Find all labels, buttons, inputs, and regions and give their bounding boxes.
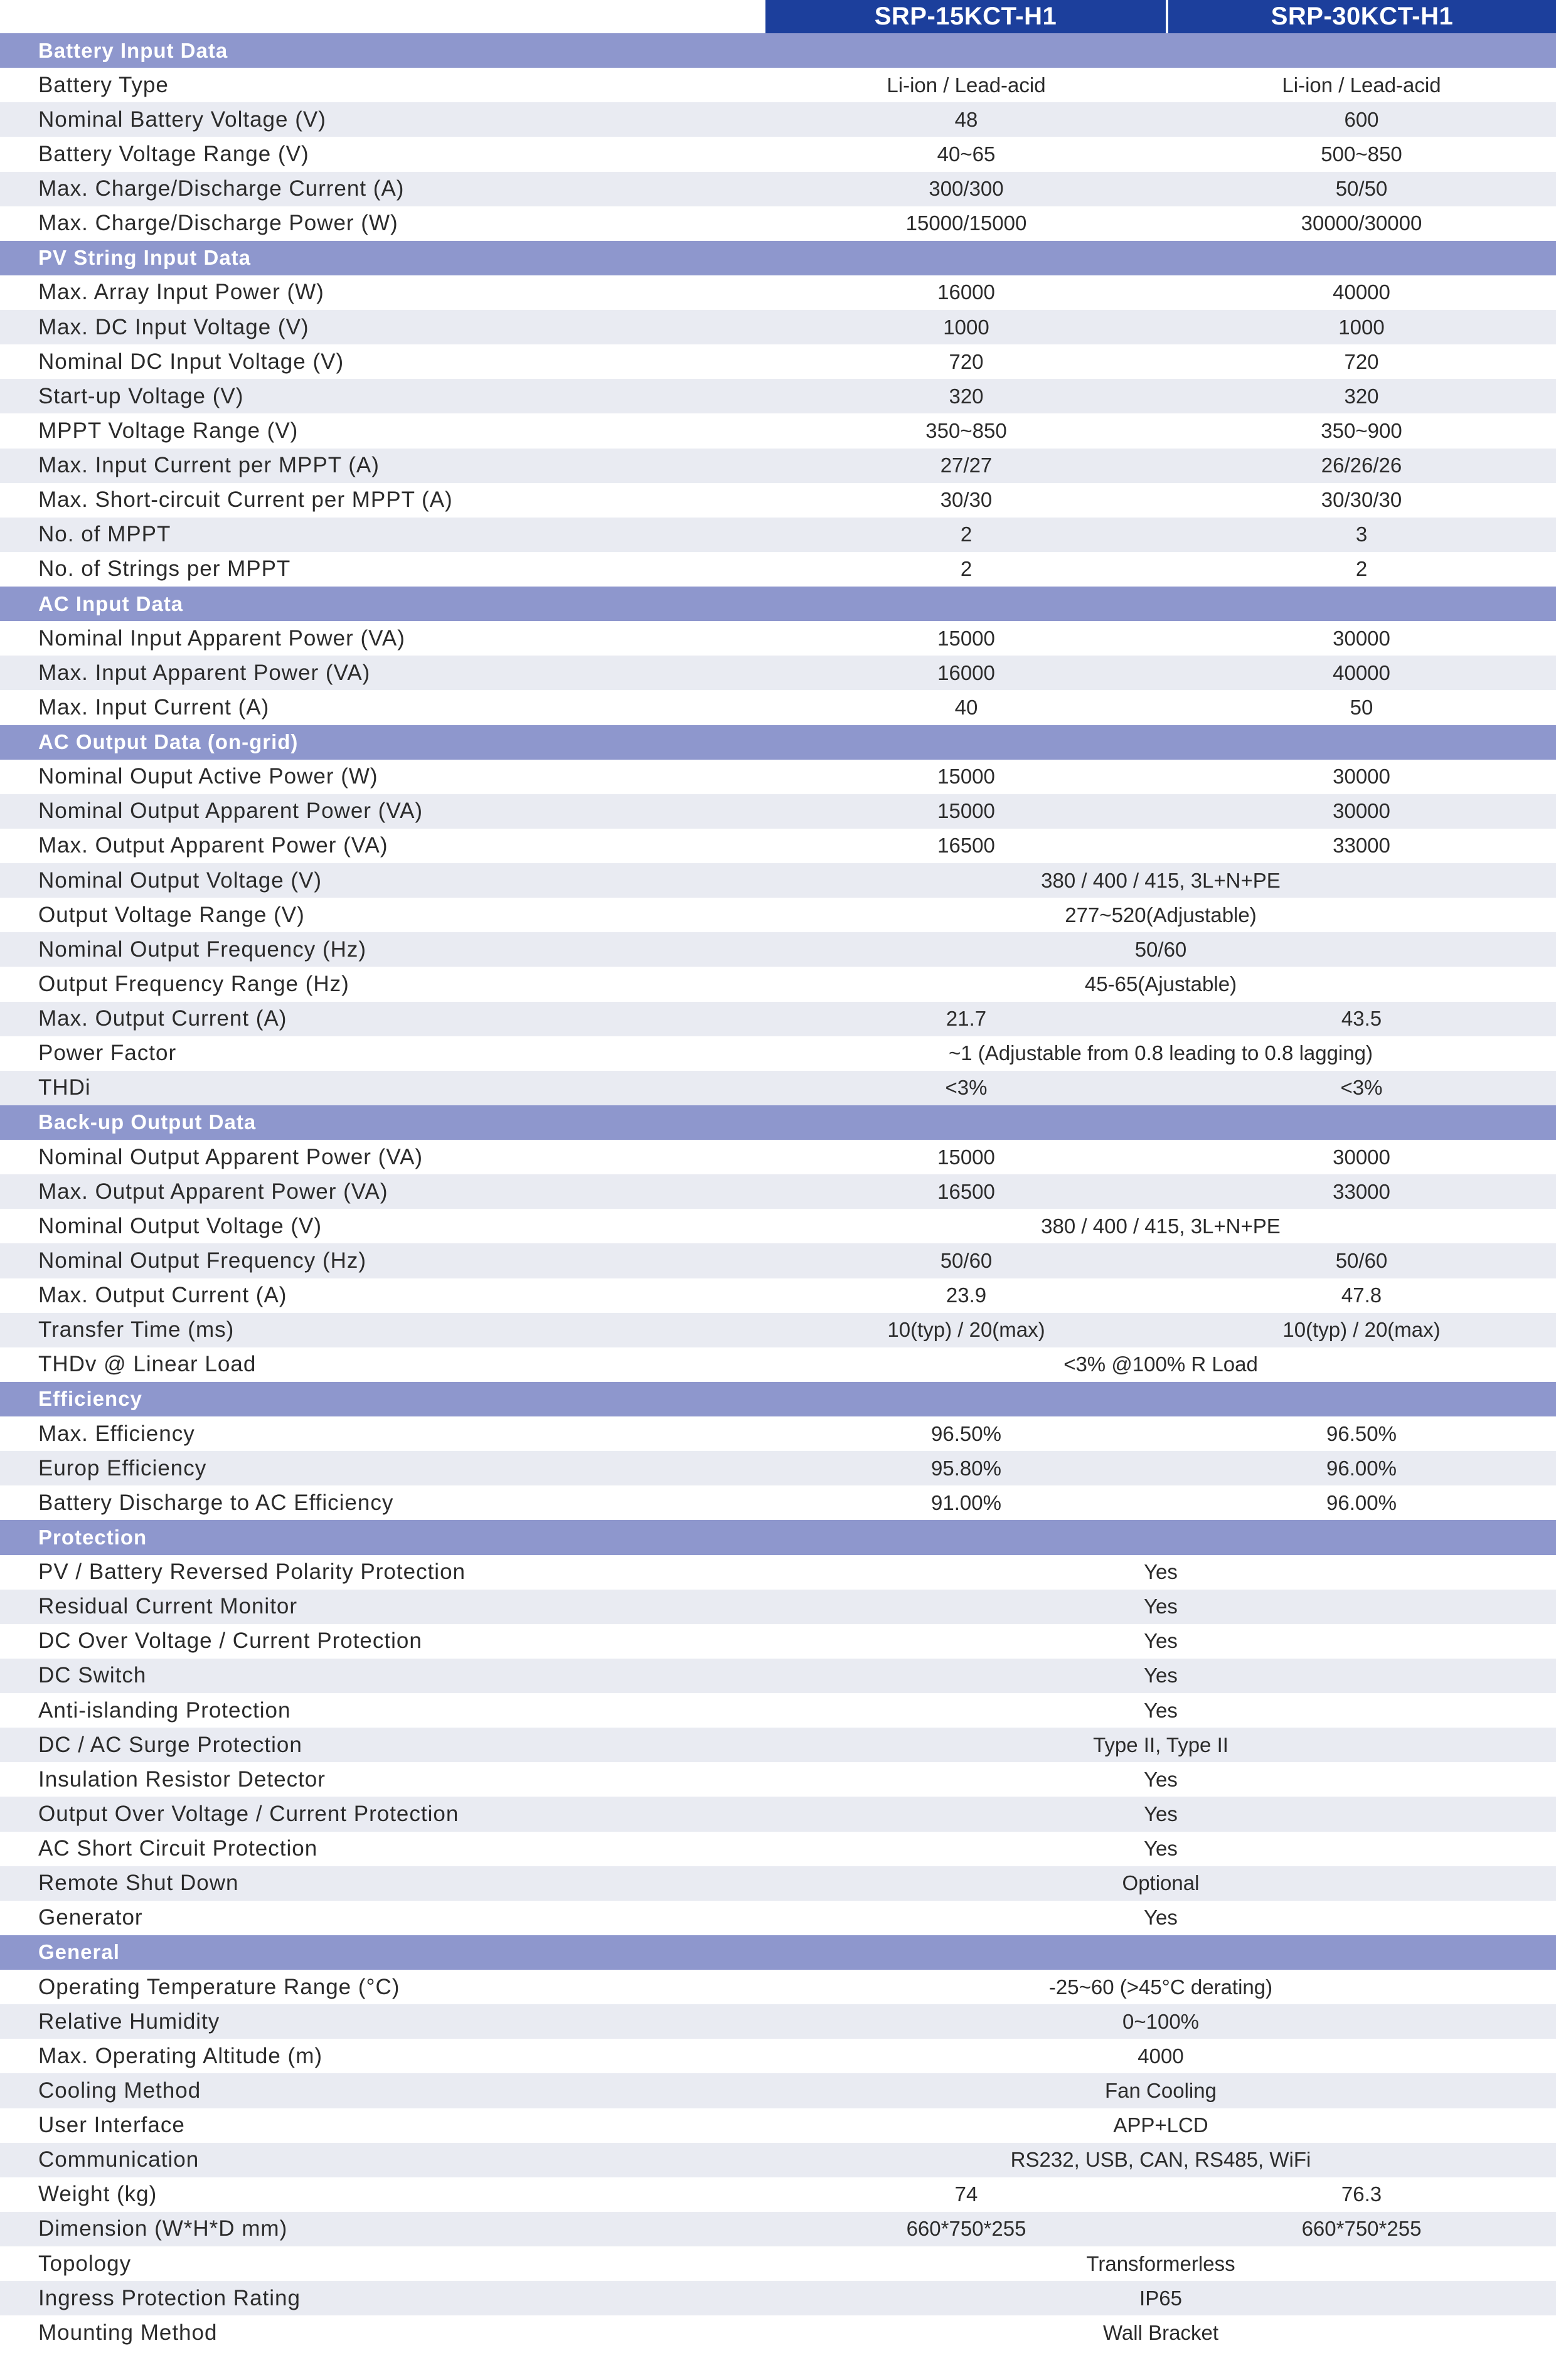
- spec-row: [0, 413, 1556, 448]
- spec-label: Anti-islanding Protection: [38, 1697, 291, 1723]
- spec-row: [0, 275, 1556, 310]
- spec-value-shared: Yes: [1144, 1767, 1178, 1791]
- spec-value-model-1: 95.80%: [931, 1456, 1001, 1480]
- spec-row: [0, 690, 1556, 725]
- spec-value-model-1: 30/30: [940, 488, 993, 512]
- spec-row: [0, 2073, 1556, 2108]
- spec-label: Max. Input Current per MPPT (A): [38, 453, 380, 478]
- spec-row: [0, 760, 1556, 794]
- spec-row: [0, 1797, 1556, 1831]
- spec-row: [0, 1970, 1556, 2004]
- spec-value-model-2: 40000: [1333, 661, 1390, 684]
- spec-label: Cooling Method: [38, 2078, 201, 2103]
- spec-row: [0, 1555, 1556, 1590]
- spec-value-model-2: 10(typ) / 20(max): [1282, 1318, 1441, 1342]
- section-header: [0, 587, 1556, 621]
- spec-value-shared: 277~520(Adjustable): [1065, 903, 1257, 927]
- spec-label: Nominal Output Apparent Power (VA): [38, 1144, 424, 1169]
- spec-value-model-2: 600: [1344, 107, 1379, 131]
- spec-label: Max. Charge/Discharge Current (A): [38, 176, 405, 201]
- spec-value-shared: IP65: [1139, 2286, 1182, 2310]
- spec-value-model-2: 96.00%: [1326, 1490, 1397, 1514]
- spec-value-model-2: 30000: [1333, 765, 1390, 789]
- spec-value-shared: Wall Bracket: [1103, 2320, 1218, 2344]
- spec-label: Battery Discharge to AC Efficiency: [38, 1490, 394, 1515]
- spec-label: Power Factor: [38, 1041, 177, 1066]
- spec-value-model-1: 15000: [937, 1145, 995, 1169]
- spec-value-model-2: 30/30/30: [1321, 488, 1402, 512]
- spec-row: [0, 1243, 1556, 1278]
- spec-value-model-1: 40: [954, 695, 978, 719]
- spec-value-shared: Optional: [1122, 1871, 1200, 1895]
- spec-row: [0, 2281, 1556, 2315]
- spec-value-shared: Yes: [1144, 1906, 1178, 1930]
- spec-value-model-1: 96.50%: [931, 1421, 1001, 1445]
- spec-value-shared: RS232, USB, CAN, RS485, WiFi: [1010, 2148, 1311, 2172]
- section-title: PV String Input Data: [38, 246, 252, 270]
- spec-label: Nominal Output Frequency (Hz): [38, 937, 367, 962]
- spec-row: [0, 863, 1556, 898]
- spec-row: [0, 1036, 1556, 1071]
- model-name-1: SRP-15KCT-H1: [765, 0, 1166, 33]
- spec-label: No. of MPPT: [38, 522, 171, 547]
- spec-row: [0, 1624, 1556, 1659]
- section-header: [0, 33, 1556, 68]
- spec-label: PV / Battery Reversed Polarity Protection: [38, 1559, 466, 1585]
- spec-value-shared: Yes: [1144, 1837, 1178, 1861]
- spec-row: [0, 137, 1556, 171]
- section-title: Efficiency: [38, 1387, 142, 1411]
- spec-value-model-2: 33000: [1333, 1179, 1390, 1203]
- spec-row: [0, 2246, 1556, 2281]
- spec-label: Transfer Time (ms): [38, 1317, 235, 1342]
- spec-value-model-2: <3%: [1340, 1076, 1383, 1100]
- spec-row: [0, 1659, 1556, 1693]
- spec-label: Operating Temperature Range (°C): [38, 1974, 400, 1999]
- spec-label: Generator: [38, 1905, 143, 1930]
- spec-row: [0, 2143, 1556, 2177]
- section-title: Back-up Output Data: [38, 1110, 257, 1134]
- spec-value-model-2: 350~900: [1321, 418, 1402, 442]
- spec-row: [0, 379, 1556, 413]
- spec-label: Max. Input Apparent Power (VA): [38, 660, 371, 685]
- spec-row: [0, 1728, 1556, 1762]
- spec-row: [0, 1901, 1556, 1935]
- spec-value-model-2: 50/60: [1335, 1248, 1388, 1272]
- spec-value-shared: ~1 (Adjustable from 0.8 leading to 0.8 lagging): [948, 1041, 1373, 1065]
- spec-value-model-1: 2: [960, 523, 972, 546]
- spec-label: MPPT Voltage Range (V): [38, 418, 299, 443]
- spec-label: Output Frequency Range (Hz): [38, 971, 349, 996]
- spec-value-model-2: 1000: [1338, 315, 1385, 339]
- spec-value-shared: 380 / 400 / 415, 3L+N+PE: [1041, 868, 1281, 892]
- spec-row: [0, 1693, 1556, 1728]
- spec-value-model-1: 27/27: [940, 454, 993, 477]
- spec-row: [0, 68, 1556, 102]
- spec-row: [0, 1451, 1556, 1485]
- spec-label: Max. Array Input Power (W): [38, 280, 324, 305]
- spec-label: AC Short Circuit Protection: [38, 1836, 318, 1861]
- spec-value-model-1: 40~65: [937, 142, 996, 166]
- spec-row: [0, 1762, 1556, 1797]
- spec-label: THDv @ Linear Load: [38, 1352, 257, 1377]
- spec-value-model-1: 10(typ) / 20(max): [887, 1318, 1045, 1342]
- spec-value-model-1: 23.9: [946, 1283, 987, 1307]
- spec-label: Nominal Output Frequency (Hz): [38, 1248, 367, 1273]
- spec-label: Mounting Method: [38, 2320, 218, 2345]
- spec-label: User Interface: [38, 2113, 185, 2138]
- spec-row: [0, 1416, 1556, 1451]
- spec-value-model-1: 15000/15000: [905, 211, 1027, 235]
- section-title: Battery Input Data: [38, 38, 228, 62]
- spec-value-shared: Yes: [1144, 1802, 1178, 1825]
- spec-value-shared: Transformerless: [1086, 2251, 1235, 2275]
- spec-value-shared: 50/60: [1134, 937, 1187, 961]
- spec-value-shared: Yes: [1144, 1629, 1178, 1653]
- section-title: General: [38, 1940, 120, 1964]
- spec-value-model-2: 50/50: [1335, 177, 1388, 201]
- spec-value-model-2: 30000: [1333, 626, 1390, 650]
- spec-label: Topology: [38, 2251, 132, 2276]
- spec-label: Residual Current Monitor: [38, 1594, 298, 1619]
- spec-value-model-2: 40000: [1333, 280, 1390, 304]
- spec-row: [0, 449, 1556, 483]
- spec-label: No. of Strings per MPPT: [38, 556, 291, 582]
- spec-row: [0, 2212, 1556, 2246]
- section-header: [0, 1520, 1556, 1554]
- spec-value-shared: Yes: [1144, 1560, 1178, 1584]
- spec-label: Max. Charge/Discharge Power (W): [38, 211, 398, 236]
- spec-value-model-2: Li-ion / Lead-acid: [1282, 73, 1441, 97]
- spec-label: Communication: [38, 2147, 200, 2172]
- spec-row: [0, 1485, 1556, 1520]
- spec-value-model-1: 2: [960, 557, 972, 581]
- section-header: [0, 1382, 1556, 1416]
- spec-label: Max. Input Current (A): [38, 694, 270, 720]
- spec-value-model-2: 720: [1344, 349, 1379, 373]
- spec-value-shared: 4000: [1138, 2044, 1184, 2068]
- spec-row: [0, 1071, 1556, 1105]
- spec-value-model-1: 15000: [937, 799, 995, 823]
- spec-value-model-1: 1000: [943, 315, 989, 339]
- spec-row: [0, 621, 1556, 656]
- section-title: AC Input Data: [38, 592, 184, 615]
- spec-label: Output Voltage Range (V): [38, 902, 305, 927]
- spec-label: Max. DC Input Voltage (V): [38, 314, 309, 339]
- spec-row: [0, 1866, 1556, 1901]
- section-title: Protection: [38, 1525, 147, 1549]
- spec-row: [0, 1174, 1556, 1209]
- spec-value-model-2: 30000/30000: [1301, 211, 1422, 235]
- spec-label: Max. Short-circuit Current per MPPT (A): [38, 487, 453, 513]
- spec-label: DC Switch: [38, 1663, 147, 1688]
- spec-row: [0, 310, 1556, 344]
- spec-value-model-1: 21.7: [946, 1007, 987, 1031]
- spec-row: [0, 1590, 1556, 1624]
- spec-label: Insulation Resistor Detector: [38, 1766, 326, 1792]
- spec-value-shared: Fan Cooling: [1105, 2078, 1217, 2102]
- spec-value-shared: <3% @100% R Load: [1063, 1352, 1258, 1376]
- section-header: [0, 1935, 1556, 1970]
- spec-value-model-1: 50/60: [940, 1248, 993, 1272]
- spec-value-model-2: 30000: [1333, 1145, 1390, 1169]
- model-name-2: SRP-30KCT-H1: [1168, 0, 1556, 33]
- spec-label: Max. Output Apparent Power (VA): [38, 833, 388, 858]
- spec-label: Europ Efficiency: [38, 1455, 207, 1480]
- spec-value-model-2: 33000: [1333, 834, 1390, 858]
- spec-table: [0, 33, 1556, 2350]
- spec-label: Weight (kg): [38, 2182, 157, 2207]
- spec-row: [0, 2177, 1556, 2212]
- spec-value-model-1: 300/300: [929, 177, 1004, 201]
- spec-label: Max. Operating Altitude (m): [38, 2043, 322, 2068]
- spec-value-model-2: 320: [1344, 384, 1379, 408]
- spec-label: Max. Efficiency: [38, 1421, 195, 1446]
- section-title: AC Output Data (on-grid): [38, 730, 299, 754]
- spec-label: Nominal Input Apparent Power (VA): [38, 625, 405, 651]
- spec-row: [0, 518, 1556, 552]
- spec-label: Max. Output Current (A): [38, 1006, 287, 1031]
- spec-value-model-1: 15000: [937, 765, 995, 789]
- spec-row: [0, 932, 1556, 967]
- spec-value-model-1: 350~850: [925, 418, 1007, 442]
- spec-row: [0, 1140, 1556, 1174]
- spec-value-model-2: 96.50%: [1326, 1421, 1397, 1445]
- spec-row: [0, 1209, 1556, 1243]
- spec-row: [0, 206, 1556, 241]
- model-header: [0, 0, 1556, 33]
- spec-row: [0, 102, 1556, 137]
- spec-row: [0, 967, 1556, 1001]
- spec-value-model-1: 48: [954, 107, 978, 131]
- spec-value-model-1: 720: [949, 349, 984, 373]
- spec-label: THDi: [38, 1075, 91, 1100]
- spec-label: Nominal Ouput Active Power (W): [38, 764, 378, 789]
- spec-value-shared: Yes: [1144, 1595, 1178, 1618]
- spec-row: [0, 1832, 1556, 1866]
- spec-value-model-1: Li-ion / Lead-acid: [887, 73, 1046, 97]
- spec-row: [0, 172, 1556, 206]
- spec-row: [0, 2039, 1556, 2073]
- spec-label: Dimension (W*H*D mm): [38, 2216, 288, 2241]
- spec-value-shared: Yes: [1144, 1664, 1178, 1687]
- spec-value-shared: Type II, Type II: [1093, 1733, 1228, 1756]
- spec-row: [0, 829, 1556, 863]
- spec-value-model-1: 16500: [937, 834, 995, 858]
- spec-value-shared: APP+LCD: [1113, 2113, 1208, 2137]
- spec-row: [0, 656, 1556, 690]
- spec-label: Battery Type: [38, 72, 169, 97]
- spec-value-model-2: 3: [1355, 523, 1368, 546]
- spec-value-shared: 0~100%: [1122, 2009, 1200, 2033]
- spec-label: Max. Output Current (A): [38, 1283, 287, 1308]
- spec-value-shared: -25~60 (>45°C derating): [1048, 1975, 1273, 1999]
- spec-value-model-2: 96.00%: [1326, 1456, 1397, 1480]
- spec-value-model-1: 15000: [937, 626, 995, 650]
- spec-label: Start-up Voltage (V): [38, 383, 244, 408]
- spec-row: [0, 344, 1556, 379]
- spec-label: Nominal Output Voltage (V): [38, 1213, 322, 1238]
- spec-label: Nominal Output Apparent Power (VA): [38, 799, 424, 824]
- spec-value-shared: 45-65(Ajustable): [1084, 972, 1237, 996]
- spec-value-model-1: 660*750*255: [906, 2217, 1026, 2241]
- spec-value-shared: Yes: [1144, 1698, 1178, 1722]
- spec-row: [0, 483, 1556, 518]
- spec-label: Ingress Protection Rating: [38, 2285, 301, 2310]
- spec-value-model-1: 16000: [937, 661, 995, 684]
- spec-label: Max. Output Apparent Power (VA): [38, 1179, 388, 1204]
- spec-label: Relative Humidity: [38, 2009, 220, 2034]
- spec-value-model-2: 50: [1350, 695, 1373, 719]
- spec-row: [0, 2004, 1556, 2039]
- spec-value-model-1: 74: [954, 2182, 978, 2206]
- spec-row: [0, 2315, 1556, 2350]
- spec-row: [0, 1347, 1556, 1382]
- spec-value-shared: 380 / 400 / 415, 3L+N+PE: [1041, 1214, 1281, 1238]
- spec-label: DC Over Voltage / Current Protection: [38, 1628, 422, 1654]
- spec-row: [0, 1278, 1556, 1313]
- spec-row: [0, 2108, 1556, 2143]
- spec-value-model-2: 660*750*255: [1301, 2217, 1422, 2241]
- spec-value-model-1: 16000: [937, 280, 995, 304]
- section-header: [0, 241, 1556, 275]
- spec-value-model-1: 16500: [937, 1179, 995, 1203]
- spec-label: Nominal Output Voltage (V): [38, 868, 322, 893]
- spec-label: Nominal Battery Voltage (V): [38, 107, 326, 132]
- spec-value-model-2: 26/26/26: [1321, 454, 1402, 477]
- spec-value-model-2: 500~850: [1321, 142, 1402, 166]
- spec-value-model-1: <3%: [945, 1076, 988, 1100]
- spec-value-model-2: 43.5: [1341, 1007, 1382, 1031]
- spec-value-model-1: 320: [949, 384, 984, 408]
- spec-label: Output Over Voltage / Current Protection: [38, 1801, 459, 1826]
- spec-label: Nominal DC Input Voltage (V): [38, 349, 344, 374]
- spec-value-model-2: 30000: [1333, 799, 1390, 823]
- spec-value-model-2: 2: [1355, 557, 1368, 581]
- spec-row: [0, 898, 1556, 932]
- spec-value-model-2: 76.3: [1341, 2182, 1382, 2206]
- spec-label: DC / AC Surge Protection: [38, 1732, 302, 1757]
- section-header: [0, 1105, 1556, 1140]
- spec-value-model-1: 91.00%: [931, 1490, 1001, 1514]
- spec-row: [0, 1002, 1556, 1036]
- spec-label: Battery Voltage Range (V): [38, 141, 309, 166]
- spec-row: [0, 1313, 1556, 1347]
- spec-value-model-2: 47.8: [1341, 1283, 1382, 1307]
- spec-label: Remote Shut Down: [38, 1871, 239, 1896]
- section-header: [0, 725, 1556, 760]
- spec-row: [0, 552, 1556, 587]
- header-spacer: [0, 0, 765, 33]
- spec-row: [0, 794, 1556, 829]
